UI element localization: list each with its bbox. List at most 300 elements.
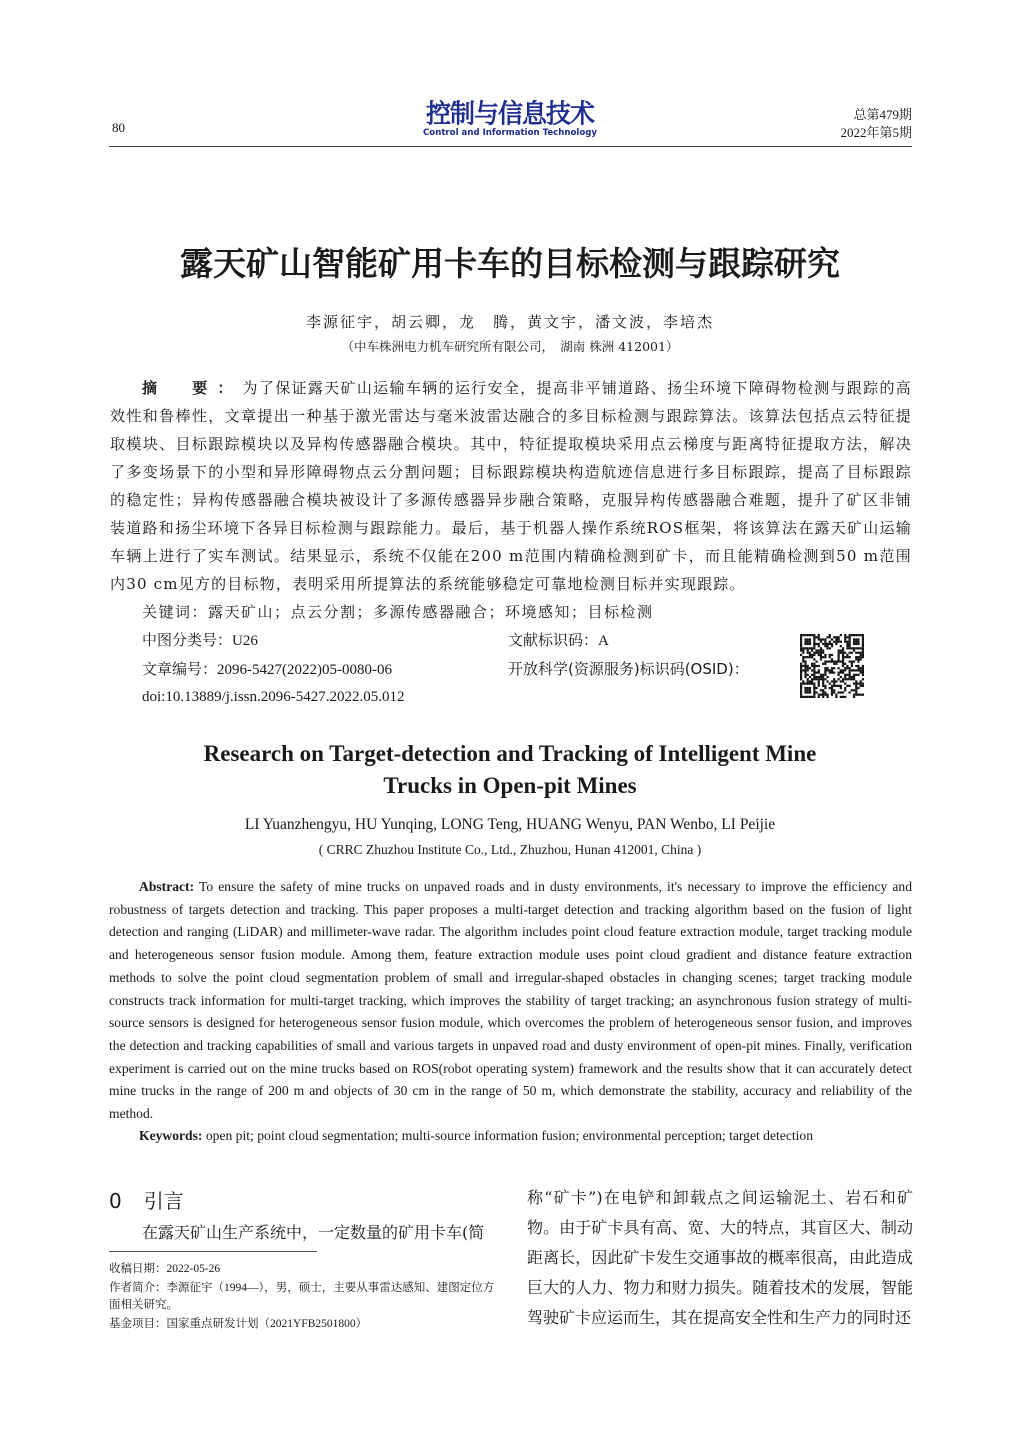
qr-module bbox=[824, 638, 826, 640]
qr-module bbox=[862, 667, 864, 669]
qr-module bbox=[853, 676, 855, 678]
qr-module bbox=[853, 696, 855, 698]
qr-module bbox=[826, 643, 828, 645]
qr-module bbox=[813, 636, 815, 638]
qr-module bbox=[831, 687, 833, 689]
qr-module bbox=[822, 691, 824, 693]
qr-module bbox=[807, 683, 809, 685]
qr-module bbox=[818, 634, 820, 636]
qr-module bbox=[855, 665, 857, 667]
qr-module bbox=[811, 656, 813, 658]
qr-module bbox=[849, 678, 851, 680]
qr-module bbox=[844, 674, 846, 676]
page-number: 80 bbox=[112, 120, 125, 135]
qr-module bbox=[811, 647, 813, 649]
qr-module bbox=[829, 656, 831, 658]
qr-module bbox=[824, 687, 826, 689]
qr-module bbox=[807, 669, 809, 671]
qr-module bbox=[860, 669, 862, 671]
qr-module bbox=[855, 683, 857, 685]
qr-module bbox=[860, 667, 862, 669]
qr-module bbox=[849, 636, 851, 638]
qr-module bbox=[800, 649, 802, 651]
qr-module bbox=[842, 665, 844, 667]
qr-module bbox=[855, 656, 857, 658]
qr-module bbox=[822, 643, 824, 645]
qr-module bbox=[829, 647, 831, 649]
qr-module bbox=[862, 636, 864, 638]
qr-module bbox=[851, 647, 853, 649]
qr-module bbox=[849, 676, 851, 678]
qr-module bbox=[809, 634, 811, 636]
qr-module bbox=[824, 674, 826, 676]
qr-module bbox=[849, 645, 851, 647]
qr-module bbox=[813, 674, 815, 676]
qr-module bbox=[820, 654, 822, 656]
qr-module bbox=[815, 660, 817, 662]
qr-module bbox=[846, 645, 848, 647]
qr-module bbox=[849, 656, 851, 658]
qr-module bbox=[838, 656, 840, 658]
qr-module bbox=[800, 654, 802, 656]
qr-module bbox=[844, 676, 846, 678]
qr-module bbox=[813, 634, 815, 636]
qr-module bbox=[840, 645, 842, 647]
qr-module bbox=[811, 680, 813, 682]
qr-module bbox=[857, 667, 859, 669]
qr-module bbox=[818, 676, 820, 678]
qr-module bbox=[829, 672, 831, 674]
qr-module bbox=[851, 678, 853, 680]
footnote-author: 作者简介：李源征宇（1994—），男，硕士，主要从事雷达感知、建图定位方面相关研究。 bbox=[109, 1279, 495, 1311]
qr-module bbox=[807, 687, 809, 689]
qr-module bbox=[824, 663, 826, 665]
qr-module bbox=[851, 689, 853, 691]
footnotes bbox=[109, 1260, 499, 1333]
qr-module bbox=[813, 687, 815, 689]
qr-module bbox=[860, 683, 862, 685]
qr-module bbox=[840, 687, 842, 689]
qr-module bbox=[855, 634, 857, 636]
qr-module bbox=[862, 649, 864, 651]
qr-module bbox=[831, 694, 833, 696]
qr-module bbox=[818, 645, 820, 647]
qr-module bbox=[846, 665, 848, 667]
qr-module bbox=[838, 660, 840, 662]
qr-module bbox=[846, 656, 848, 658]
osid-label: 开放科学(资源服务)标识码(OSID)： bbox=[508, 660, 749, 678]
qr-module bbox=[804, 665, 806, 667]
qr-module bbox=[826, 669, 828, 671]
qr-module bbox=[842, 691, 844, 693]
qr-module bbox=[820, 676, 822, 678]
qr-module bbox=[826, 680, 828, 682]
qr-module bbox=[800, 685, 802, 687]
qr-module bbox=[857, 694, 859, 696]
qr-module bbox=[800, 691, 802, 693]
qr-module bbox=[853, 638, 855, 640]
qr-module bbox=[853, 634, 855, 636]
qr-module bbox=[855, 669, 857, 671]
qr-module bbox=[813, 676, 815, 678]
qr-module bbox=[813, 652, 815, 654]
qr-module bbox=[811, 669, 813, 671]
journal-logo-en: Control and Information Technology bbox=[423, 128, 597, 138]
qr-module bbox=[818, 669, 820, 671]
qr-module bbox=[820, 647, 822, 649]
qr-module bbox=[855, 638, 857, 640]
qr-module bbox=[862, 669, 864, 671]
qr-module bbox=[840, 669, 842, 671]
qr-module bbox=[838, 641, 840, 643]
qr-module bbox=[804, 691, 806, 693]
qr-module bbox=[826, 694, 828, 696]
qr-module bbox=[842, 647, 844, 649]
qr-module bbox=[826, 676, 828, 678]
qr-module bbox=[851, 665, 853, 667]
qr-module bbox=[802, 658, 804, 660]
qr-module bbox=[838, 649, 840, 651]
qr-module bbox=[807, 674, 809, 676]
qr-module bbox=[809, 687, 811, 689]
qr-module bbox=[824, 678, 826, 680]
qr-module bbox=[818, 665, 820, 667]
qr-module bbox=[846, 667, 848, 669]
qr-module bbox=[862, 674, 864, 676]
qr-module bbox=[849, 674, 851, 676]
qr-module bbox=[807, 680, 809, 682]
qr-module bbox=[833, 683, 835, 685]
qr-module bbox=[800, 672, 802, 674]
qr-module bbox=[822, 685, 824, 687]
qr-module bbox=[853, 660, 855, 662]
qr-module bbox=[800, 678, 802, 680]
qr-module bbox=[811, 674, 813, 676]
qr-module bbox=[811, 665, 813, 667]
qr-module bbox=[813, 638, 815, 640]
qr-module bbox=[826, 645, 828, 647]
qr-module bbox=[820, 658, 822, 660]
qr-module bbox=[813, 647, 815, 649]
qr-module bbox=[831, 645, 833, 647]
footnote-fund: 基金项目：国家重点研发计划（2021YFB2501800） bbox=[109, 1315, 368, 1330]
qr-module bbox=[833, 689, 835, 691]
abstract-en-label: Abstract: bbox=[139, 879, 195, 894]
qr-module bbox=[804, 667, 806, 669]
qr-module bbox=[811, 678, 813, 680]
qr-module bbox=[849, 691, 851, 693]
qr-module bbox=[813, 696, 815, 698]
qr-module bbox=[804, 641, 806, 643]
abstract-en bbox=[109, 876, 912, 1126]
qr-module bbox=[815, 691, 817, 693]
qr-module bbox=[857, 641, 859, 643]
qr-module bbox=[800, 669, 802, 671]
qr-module bbox=[824, 694, 826, 696]
qr-module bbox=[831, 680, 833, 682]
qr-module bbox=[820, 674, 822, 676]
qr-module bbox=[855, 694, 857, 696]
qr-module bbox=[831, 643, 833, 645]
qr-module bbox=[804, 696, 806, 698]
qr-module bbox=[829, 660, 831, 662]
qr-module bbox=[844, 689, 846, 691]
qr-module bbox=[802, 669, 804, 671]
qr-module bbox=[807, 652, 809, 654]
qr-module bbox=[802, 660, 804, 662]
qr-module bbox=[802, 683, 804, 685]
qr-module bbox=[855, 658, 857, 660]
qr-module bbox=[824, 656, 826, 658]
qr-code-image[interactable] bbox=[800, 634, 864, 698]
qr-module bbox=[820, 689, 822, 691]
qr-module bbox=[831, 669, 833, 671]
qr-module bbox=[838, 654, 840, 656]
journal-logo bbox=[415, 100, 605, 138]
qr-module bbox=[855, 685, 857, 687]
qr-module bbox=[818, 638, 820, 640]
qr-module bbox=[853, 649, 855, 651]
qr-module bbox=[802, 656, 804, 658]
qr-module bbox=[811, 663, 813, 665]
qr-module bbox=[829, 654, 831, 656]
qr-module bbox=[815, 649, 817, 651]
qr-module bbox=[842, 663, 844, 665]
qr-module bbox=[849, 647, 851, 649]
qr-module bbox=[813, 685, 815, 687]
qr-module bbox=[822, 656, 824, 658]
qr-module bbox=[833, 691, 835, 693]
qr-module bbox=[809, 647, 811, 649]
qr-module bbox=[813, 654, 815, 656]
qr-module bbox=[809, 680, 811, 682]
qr-module bbox=[800, 676, 802, 678]
qr-module bbox=[829, 687, 831, 689]
qr-module bbox=[829, 641, 831, 643]
qr-module bbox=[822, 694, 824, 696]
qr-module bbox=[822, 689, 824, 691]
qr-module bbox=[800, 643, 802, 645]
qr-module bbox=[809, 638, 811, 640]
qr-module bbox=[844, 634, 846, 636]
qr-module bbox=[849, 643, 851, 645]
qr-module bbox=[802, 652, 804, 654]
qr-module bbox=[853, 647, 855, 649]
qr-module bbox=[844, 663, 846, 665]
qr-module bbox=[800, 687, 802, 689]
qr-module bbox=[846, 636, 848, 638]
qr-module bbox=[809, 643, 811, 645]
qr-module bbox=[862, 672, 864, 674]
qr-module bbox=[835, 638, 837, 640]
qr-module bbox=[833, 641, 835, 643]
qr-module bbox=[849, 667, 851, 669]
qr-module bbox=[855, 641, 857, 643]
qr-module bbox=[844, 652, 846, 654]
qr-module bbox=[831, 638, 833, 640]
qr-module bbox=[842, 654, 844, 656]
qr-module bbox=[800, 683, 802, 685]
qr-module bbox=[851, 676, 853, 678]
qr-module bbox=[844, 656, 846, 658]
qr-module bbox=[862, 678, 864, 680]
qr-module bbox=[849, 685, 851, 687]
qr-module bbox=[838, 674, 840, 676]
article-number: 文章编号：2096-5427(2022)05-0080-06 bbox=[142, 660, 392, 678]
qr-module bbox=[862, 654, 864, 656]
qr-module bbox=[800, 634, 802, 636]
clc-number: 中图分类号：U26 bbox=[142, 631, 258, 649]
qr-module bbox=[862, 665, 864, 667]
qr-module bbox=[857, 660, 859, 662]
qr-module bbox=[838, 685, 840, 687]
qr-module bbox=[818, 654, 820, 656]
qr-module bbox=[820, 638, 822, 640]
affiliation-en: ( CRRC Zhuzhou Institute Co., Ltd., Zhuzhou, Hunan 412001, China ) bbox=[318, 842, 702, 857]
qr-module bbox=[822, 683, 824, 685]
qr-module bbox=[824, 669, 826, 671]
qr-module bbox=[809, 676, 811, 678]
qr-module bbox=[804, 689, 806, 691]
qr-module bbox=[818, 649, 820, 651]
qr-module bbox=[829, 643, 831, 645]
qr-module bbox=[853, 694, 855, 696]
qr-module bbox=[840, 672, 842, 674]
qr-module bbox=[818, 652, 820, 654]
qr-module bbox=[804, 676, 806, 678]
qr-module bbox=[840, 641, 842, 643]
qr-module bbox=[853, 678, 855, 680]
qr-module bbox=[835, 680, 837, 682]
qr-module bbox=[855, 647, 857, 649]
qr-module bbox=[838, 691, 840, 693]
qr-module bbox=[804, 660, 806, 662]
qr-module bbox=[800, 647, 802, 649]
qr-module bbox=[815, 676, 817, 678]
qr-module bbox=[824, 660, 826, 662]
qr-module bbox=[851, 652, 853, 654]
qr-module bbox=[818, 685, 820, 687]
qr-module bbox=[835, 636, 837, 638]
qr-module bbox=[840, 691, 842, 693]
qr-module bbox=[855, 652, 857, 654]
qr-module bbox=[840, 676, 842, 678]
qr-module bbox=[818, 643, 820, 645]
qr-module bbox=[829, 683, 831, 685]
qr-module bbox=[802, 647, 804, 649]
qr-module bbox=[813, 665, 815, 667]
qr-module bbox=[849, 672, 851, 674]
qr-module bbox=[800, 645, 802, 647]
qr-module bbox=[855, 680, 857, 682]
qr-module bbox=[855, 689, 857, 691]
qr-module bbox=[804, 643, 806, 645]
qr-module bbox=[822, 674, 824, 676]
issue-number: 2022年第5期 bbox=[840, 125, 912, 140]
qr-module bbox=[846, 678, 848, 680]
qr-module bbox=[833, 636, 835, 638]
qr-module bbox=[831, 689, 833, 691]
qr-module bbox=[831, 672, 833, 674]
qr-module bbox=[860, 658, 862, 660]
abstract-cn-text: 为了保证露天矿山运输车辆的运行安全，提高非平铺道路、扬尘环境下障碍物检测与跟踪的高效性和鲁棒性，文章提出一种基于激光雷达与毫米波雷达融合的多目标检测与跟踪算法。该算法包括点云特征提取模块、目标跟踪模块以及异构传感器融合模块。其中，特征提取模块采用点云梯度与距离特征提取方法，解决了多变场景下的小型和异形障碍物点云分割问题；目标跟踪模块构造航迹信息进行多目标跟踪，提高了目标跟踪的稳定性；异构传感器融合模块被设计了多源传感器异步融合策略，克服异构传感器融合难题，提升了矿区非铺装道路和扬尘环境下各异目标检测与跟踪能力。最后，基于机器人操作系统ROS框架，将该算法在露天矿山运输车辆上进行了实车测试。结果显示，系统不仅能在200 m范围内精确检测到矿卡，而且能精确检测到50 m范围内30 cm见方的目标物，表明采用所提算法的系统能够稳定可靠地检测目标并实现跟踪。 bbox=[110, 379, 912, 593]
qr-module bbox=[800, 689, 802, 691]
qr-module bbox=[862, 638, 864, 640]
qr-module bbox=[846, 685, 848, 687]
qr-module bbox=[824, 672, 826, 674]
qr-module bbox=[860, 680, 862, 682]
affiliation-cn: （中车株洲电力机车研究所有限公司， 湖南 株洲 412001） bbox=[341, 339, 679, 354]
qr-module bbox=[807, 643, 809, 645]
qr-module bbox=[846, 654, 848, 656]
qr-module bbox=[857, 669, 859, 671]
qr-module bbox=[833, 685, 835, 687]
qr-module bbox=[813, 641, 815, 643]
qr-module bbox=[820, 652, 822, 654]
qr-module bbox=[822, 638, 824, 640]
qr-module bbox=[820, 656, 822, 658]
qr-module bbox=[857, 652, 859, 654]
qr-module bbox=[849, 634, 851, 636]
qr-module bbox=[860, 685, 862, 687]
qr-module bbox=[811, 683, 813, 685]
qr-module bbox=[818, 672, 820, 674]
qr-module bbox=[809, 689, 811, 691]
qr-module bbox=[831, 685, 833, 687]
qr-module bbox=[807, 691, 809, 693]
qr-module bbox=[849, 641, 851, 643]
section-heading: 0 引言 bbox=[109, 1189, 184, 1213]
qr-module bbox=[857, 674, 859, 676]
qr-module bbox=[842, 649, 844, 651]
qr-module bbox=[842, 656, 844, 658]
qr-module bbox=[804, 687, 806, 689]
qr-module bbox=[820, 694, 822, 696]
qr-module bbox=[815, 652, 817, 654]
qr-module bbox=[862, 647, 864, 649]
qr-module bbox=[835, 660, 837, 662]
qr-module bbox=[860, 647, 862, 649]
qr-module bbox=[862, 641, 864, 643]
qr-module bbox=[853, 674, 855, 676]
qr-module bbox=[842, 658, 844, 660]
qr-module bbox=[802, 665, 804, 667]
qr-module bbox=[840, 685, 842, 687]
qr-module bbox=[807, 656, 809, 658]
qr-module bbox=[842, 678, 844, 680]
qr-module bbox=[818, 694, 820, 696]
qr-module bbox=[809, 652, 811, 654]
abstract-cn-label: 摘 要： bbox=[142, 379, 243, 397]
qr-module bbox=[860, 634, 862, 636]
qr-module bbox=[807, 696, 809, 698]
qr-module bbox=[844, 641, 846, 643]
qr-module bbox=[857, 665, 859, 667]
qr-module bbox=[824, 654, 826, 656]
qr-module bbox=[807, 649, 809, 651]
qr-module bbox=[824, 643, 826, 645]
paper-title-cn: 露天矿山智能矿用卡车的目标检测与跟踪研究 bbox=[180, 244, 840, 283]
qr-module bbox=[831, 660, 833, 662]
qr-module bbox=[860, 656, 862, 658]
qr-module bbox=[818, 680, 820, 682]
qr-module bbox=[818, 683, 820, 685]
qr-module bbox=[842, 652, 844, 654]
qr-module bbox=[822, 652, 824, 654]
qr-module bbox=[815, 636, 817, 638]
qr-module bbox=[804, 634, 806, 636]
header-rule bbox=[109, 146, 912, 147]
